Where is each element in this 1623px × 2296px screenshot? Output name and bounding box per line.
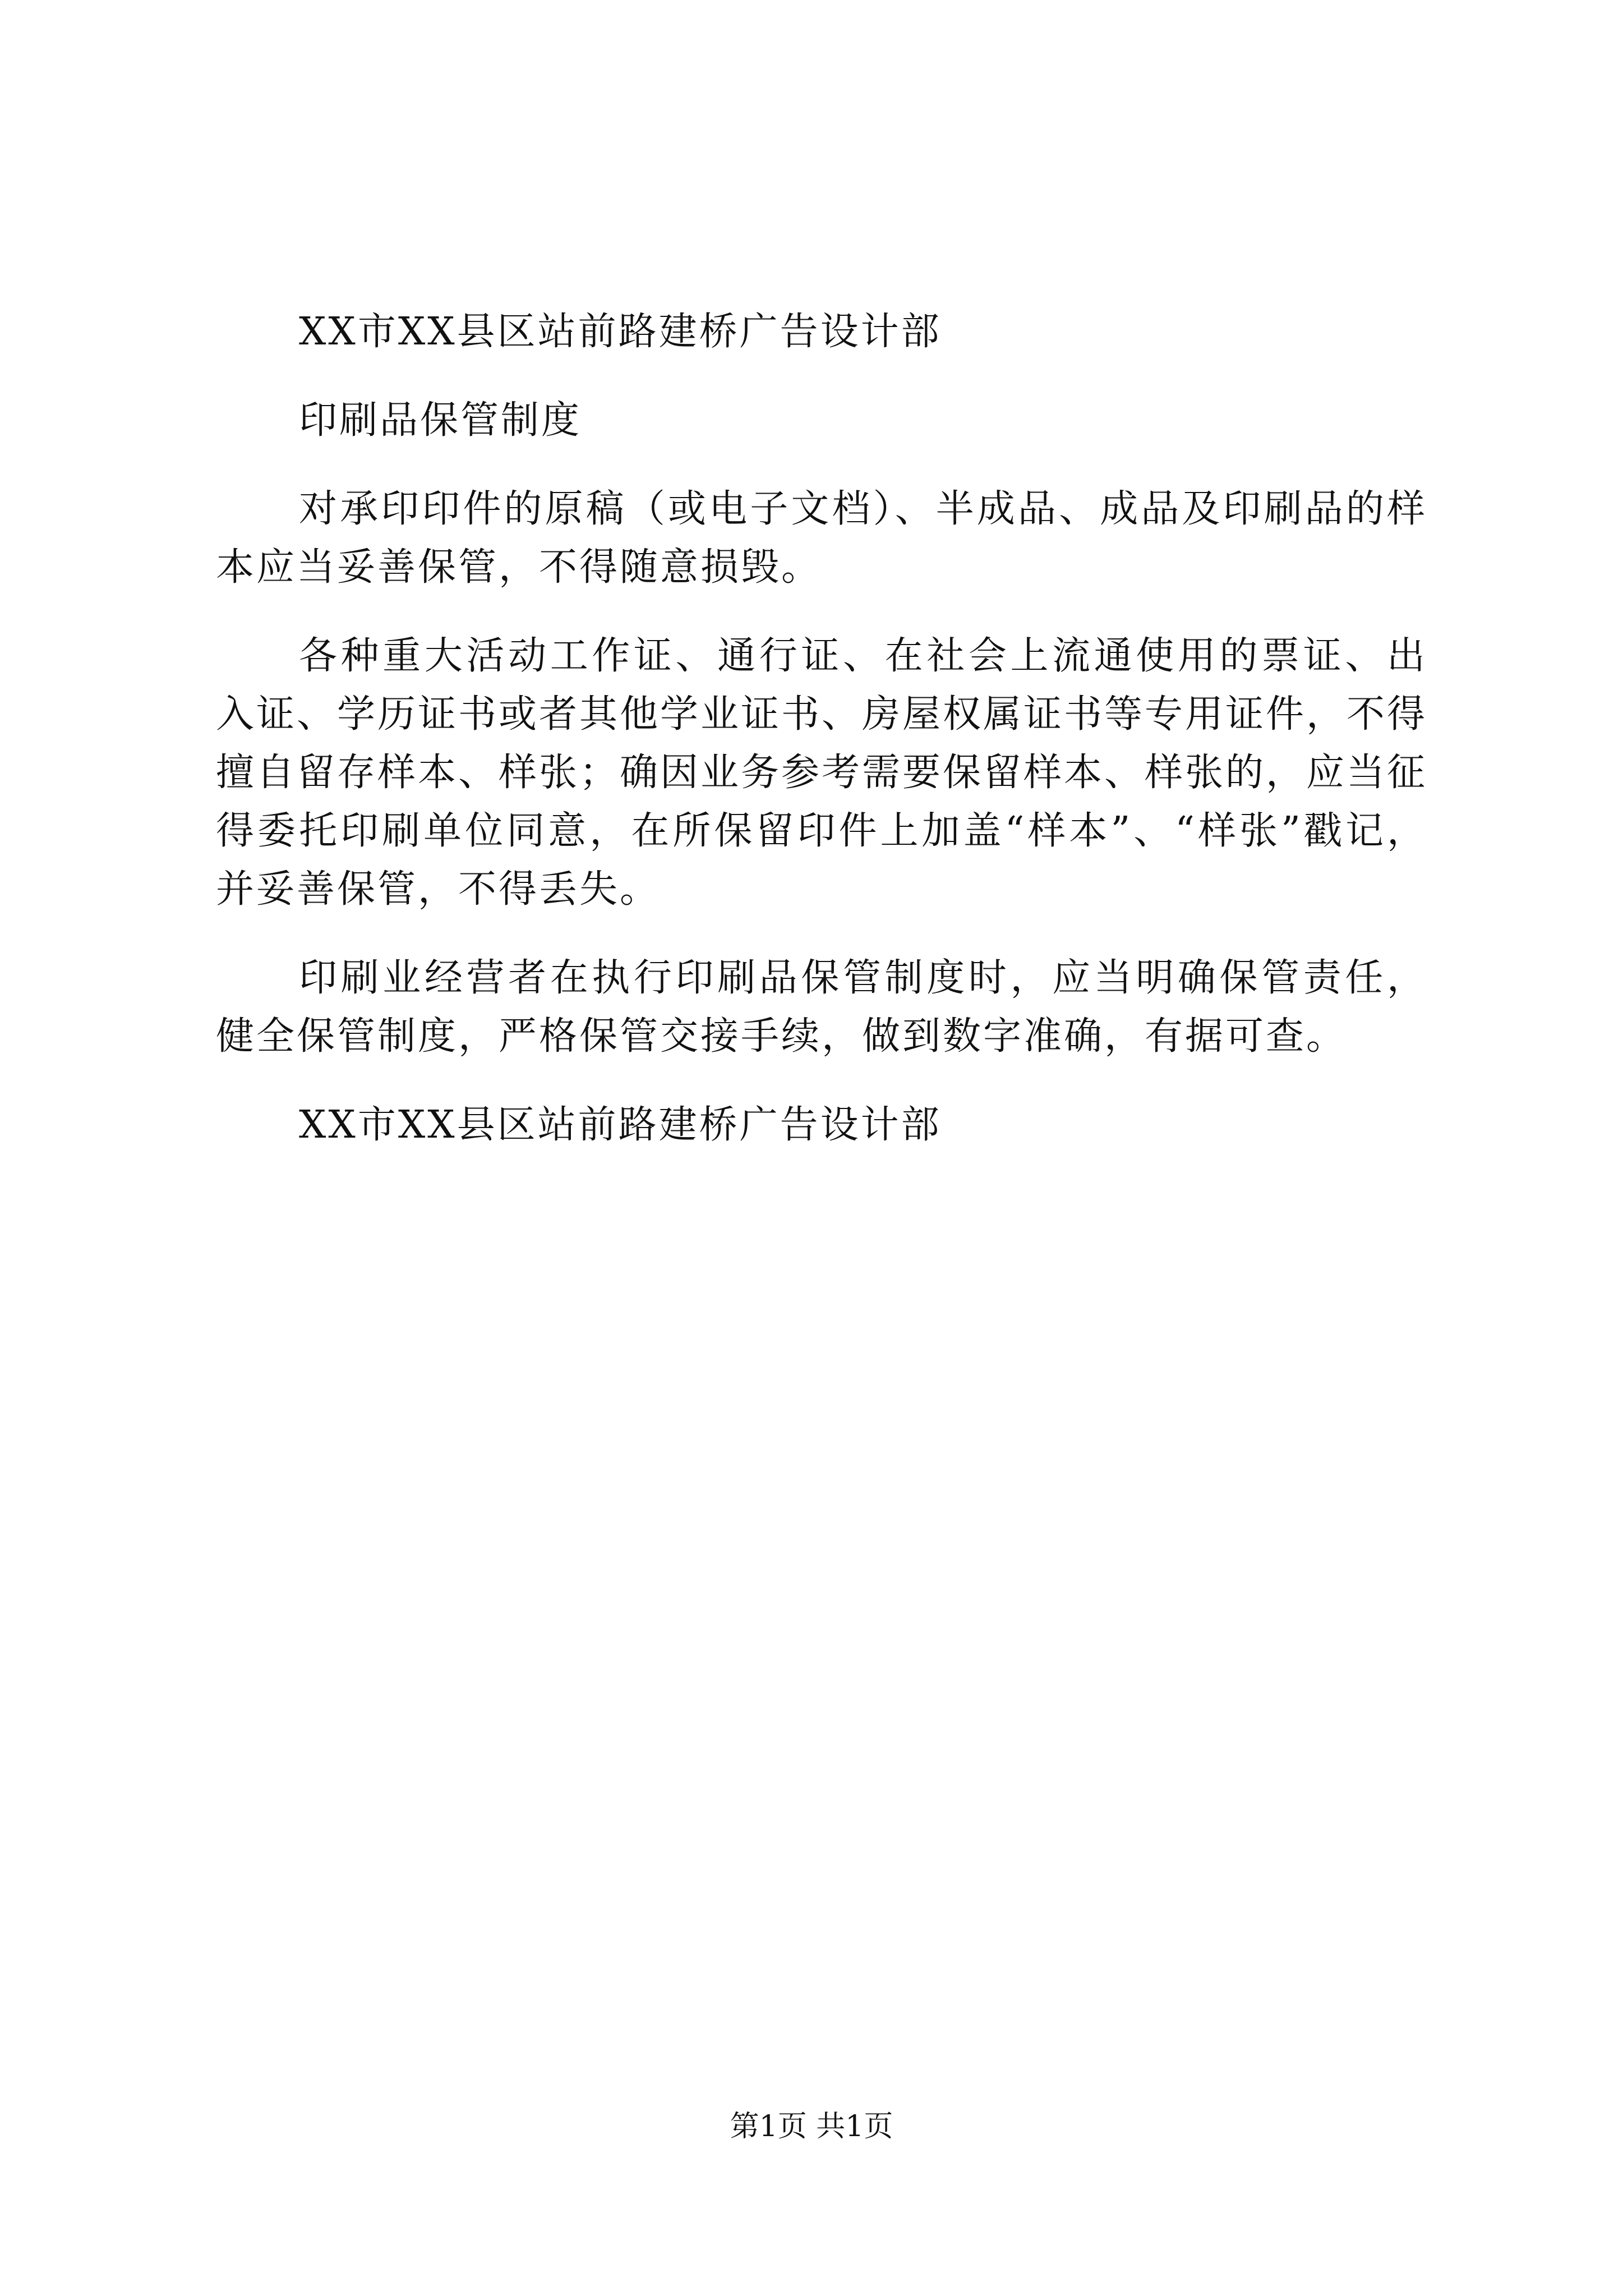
organization-heading: XX市XX县区站前路建桥广告设计部 — [299, 310, 942, 354]
paragraph-special-certificates: 各种重大活动工作证、通行证、在社会上流通使用的票证、出入证、学历证书或者其他学业证书、房屋权属证书等专用证件，不得擅自留存样本、样张；确因业务参考需要保留样本、样张的，应当征得委托印刷单位同意，在所保留印件上加盖“样本”、“样张”戳记，并妥善保管，不得丢失。 — [216, 634, 1428, 912]
organization-signature: XX市XX县区站前路建桥广告设计部 — [299, 1103, 942, 1147]
document-title: 印刷品保管制度 — [299, 398, 582, 443]
paragraph-operator-responsibility: 印刷业经营者在执行印刷品保管制度时，应当明确保管责任，健全保管制度，严格保管交接手续，做到数字准确，有据可查。 — [216, 956, 1427, 1059]
page-number-footer: 第1页 共1页 — [730, 2110, 893, 2143]
paragraph-original-manuscripts: 对承印印件的原稿（或电子文档）、半成品、成品及印刷品的样本应当妥善保管，不得随意损毁。 — [216, 487, 1427, 590]
document-body — [216, 303, 1427, 1154]
